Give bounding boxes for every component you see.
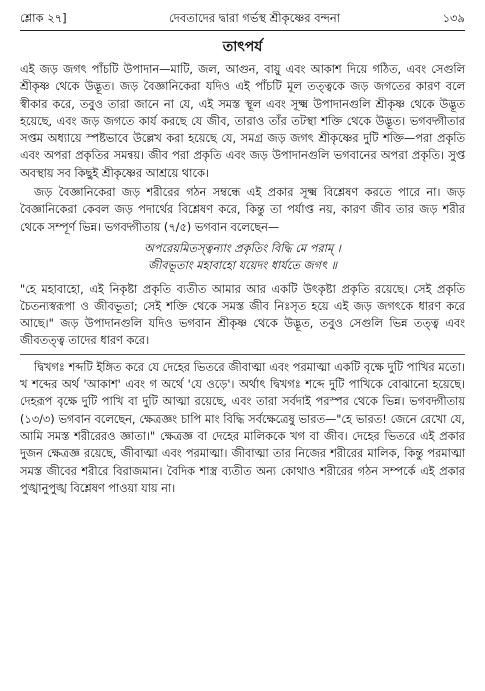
page-number: ১৩৯ [442, 11, 465, 25]
purport-paragraph-3: দ্বিখগঃ শব্দটি ইঙ্গিত করে যে দেহের ভিতরে জীবাত্মা এবং পরমাত্মা একটি বৃক্ষে দুটি পাখির মতো। খ শব্দের অর্থ 'আকাশ' এবং গ অর্থে 'যে ওড়ে'। অর্থাৎ দ্বিখগঃ শব্দে দুটি পাখিকে বোঝানো হয়েছে। দেহরূপ বৃক্ষে দুটি পাখি বা দুটি আত্মা রয়েছে, এবং তারা সর্বদাই পরস্পর থেকে ভিন্ন। ভগবদ্গীতায় (১৩/৩) ভগবান বলেছেন, ক্ষেত্রজ্ঞং চাপি মাং বিদ্ধি সর্বক্ষেত্রেষু ভারত—"হে ভারত! জেনে রেখো যে, আমি সমস্ত শরীরেরও জ্ঞাতা।" ক্ষেত্রজ্ঞ বা দেহের মালিককে খগ বা জীব। দেহের ভিতরে এই প্রকার দুজন ক্ষেত্রজ্ঞ রয়েছে, জীবাত্মা এবং পরমাত্মা। জীবাত্মা তার নিজের শরীরের মালিক, কিন্তু পরমাত্মা সমস্ত জীবের শরীরে বিরাজমান। বৈদিক শাস্ত্র ব্যতীত অন্য কোথাও শরীরের গঠন সম্পর্কে এই প্রকার পুঙ্খানুপুঙ্খ বিশ্লেষণ পাওয়া যায় না। [20, 360, 465, 495]
chapter-title: দেবতাদের দ্বারা গর্ভস্থ শ্রীকৃষ্ণের বন্দনা [169, 11, 341, 25]
purport-paragraph-1: এই জড় জগৎ পাঁচটি উপাদান—মাটি, জল, আগুন, বায়ু এবং আকাশ দিয়ে গঠিত, এবং সেগুলি শ্রীকৃষ্ণ থেকে উদ্ভূত। জড় বৈজ্ঞানিকেরা যদিও এই পাঁচটি মূল তত্ত্বকে জড় জগতের কারণ বলে স্বীকার করে, তবুও তারা জানে না যে, এই সমস্ত স্থূল এবং সূক্ষ্ম উপাদানগুলি শ্রীকৃষ্ণ থেকে উদ্ভূত হয়েছে, এবং জড় জগতে কার্য করছে যে জীব, তারাও তাঁর তটস্থা শক্তি থেকে উদ্ভূত। ভগবদ্গীতার সপ্তম অধ্যায়ে স্পষ্টভাবে উল্লেখ করা হয়েছে যে, সমগ্র জড় জগৎ শ্রীকৃষ্ণের দুটি শক্তি—পরা প্রকৃতি এবং অপরা প্রকৃতির সমন্বয়। জীব পরা প্রকৃতি এবং জড় উপাদানগুলি ভগবানের অপরা প্রকৃতি। সুপ্ত অবস্থায় সব কিছুই শ্রীকৃষ্ণের আশ্রয়ে থাকে। [20, 63, 465, 180]
paragraph-divider [20, 354, 465, 355]
section-title: তাৎপর্য [222, 39, 263, 55]
running-header [20, 10, 465, 26]
header-rule [20, 30, 465, 31]
purport-paragraph-2: জড় বৈজ্ঞানিকেরা জড় শরীরের গঠন সম্বন্ধে এই প্রকার সূক্ষ্ম বিশ্লেষণ করতে পারে না। জড় বৈজ্ঞানিকেরা কেবল জড় পদার্থের বিশ্লেষণ করে, কিন্তু তা পর্যাপ্ত নয়, কারণ জীব তার জড় শরীর থেকে সম্পূর্ণ ভিন্ন। ভগবদ্গীতায় (৭/৫) ভগবান বলেছেন— [20, 186, 465, 234]
verse-line-2: জীবভূতাং মহাবাহো যয়েদং ধার্যতে জগৎ ॥ [148, 259, 337, 273]
verse-translation-paragraph: "হে মহাবাহো, এই নিকৃষ্টা প্রকৃতি ব্যতীত আমার আর একটি উৎকৃষ্টা প্রকৃতি রয়েছে। সেই প্রকৃতি চৈতন্যস্বরূপা ও জীবভূতা; সেই শক্তি থেকে সমস্ত জীব নিঃসৃত হয়ে এই জড় জগৎকে ধারণ করে আছে।" জড় উপাদানগুলি যদিও ভগবান শ্রীকৃষ্ণ থেকে উদ্ভূত, তবুও সেগুলি ভিন্ন তত্ত্ব এবং জীবতত্ত্ব তাদের ধারণ করে। [20, 282, 465, 348]
sanskrit-verse [20, 240, 465, 275]
verse-reference: শ্লোক ২৭] [20, 11, 67, 25]
verse-line-1: অপরেয়মিতস্ত্বন্যাং প্রকৃতিং বিদ্ধি মে পরাম্ । [144, 241, 341, 255]
